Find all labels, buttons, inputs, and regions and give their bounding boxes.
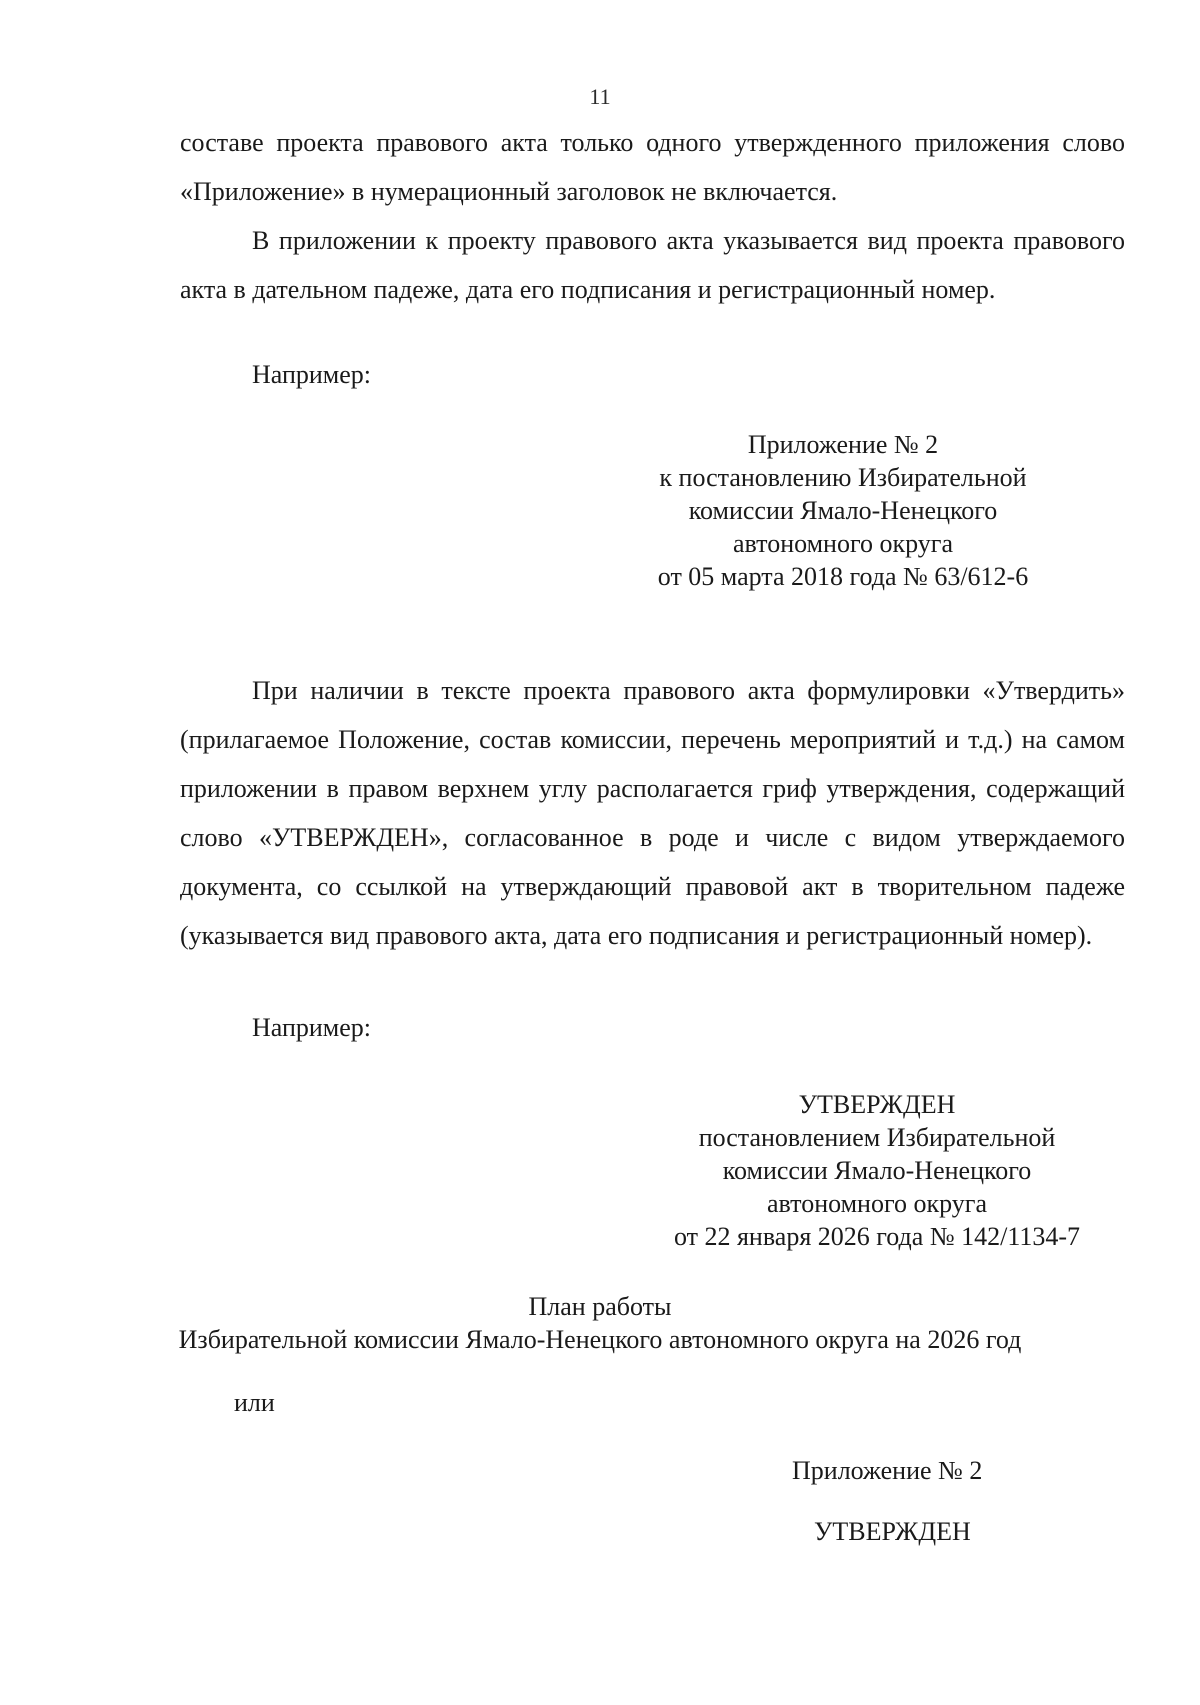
stamp-approved-short: УТВЕРЖДЕН [814,1517,971,1546]
paragraph-continuation-block [180,118,1125,314]
appendix-stamp [622,428,1064,593]
paragraph-appendix-numbering: составе проекта правового акта только одного утвержденного приложения слово «Приложение» в нумерационный заголовок не включается. [180,128,1125,206]
stamp-okrug: автономного округа [733,529,953,558]
stamp-approved: УТВЕРЖДЕН [798,1090,956,1119]
stamp-commission: комиссии Ямало-Ненецкого [722,1156,1032,1185]
example-label-2: Например: [252,1013,372,1042]
plan-title-line-1: План работы [528,1292,672,1321]
paragraph-approval-stamp: При наличии в тексте проекта правового акта формулировки «Утвердить» (прилагаемое Положение, состав комиссии, перечень мероприятий и т.д.) на самом приложении в правом верхнем углу располагается гриф утверждения, содержащий слово «УТВЕРЖДЕН», согласованное в роде и числе с видом утверждаемого документа, со ссылкой на утверждающий правовой акт в творительном падеже (указывается вид правового акта, дата его подписания и регистрационный номер). [180,676,1125,950]
approval-stamp [640,1088,1114,1253]
stamp-appendix-number: Приложение № 2 [747,430,939,459]
plan-title [0,1290,1200,1356]
stamp-to-resolution: к постановлению Избирательной [659,463,1027,492]
or-word: или [234,1388,275,1417]
stamp-commission: комиссии Ямало-Ненецкого [688,496,998,525]
stamp-date-number: от 22 января 2026 года № 142/1134-7 [673,1222,1081,1251]
stamp-okrug: автономного округа [767,1189,987,1218]
plan-title-line-2: Избирательной комиссии Ямало-Ненецкого автономного округа на 2026 год [178,1325,1022,1354]
stamp-appendix-short: Приложение № 2 [792,1456,983,1485]
paragraph-appendix-content: В приложении к проекту правового акта указывается вид проекта правового акта в дательном падеже, дата его подписания и регистрационный номер. [180,226,1125,304]
example-label-1: Например: [252,360,372,389]
page-number: 11 [589,84,611,109]
paragraph-approval-block [180,666,1125,960]
stamp-date-number: от 05 марта 2018 года № 63/612-6 [657,562,1029,591]
stamp-by-resolution: постановлением Избирательной [698,1123,1056,1152]
